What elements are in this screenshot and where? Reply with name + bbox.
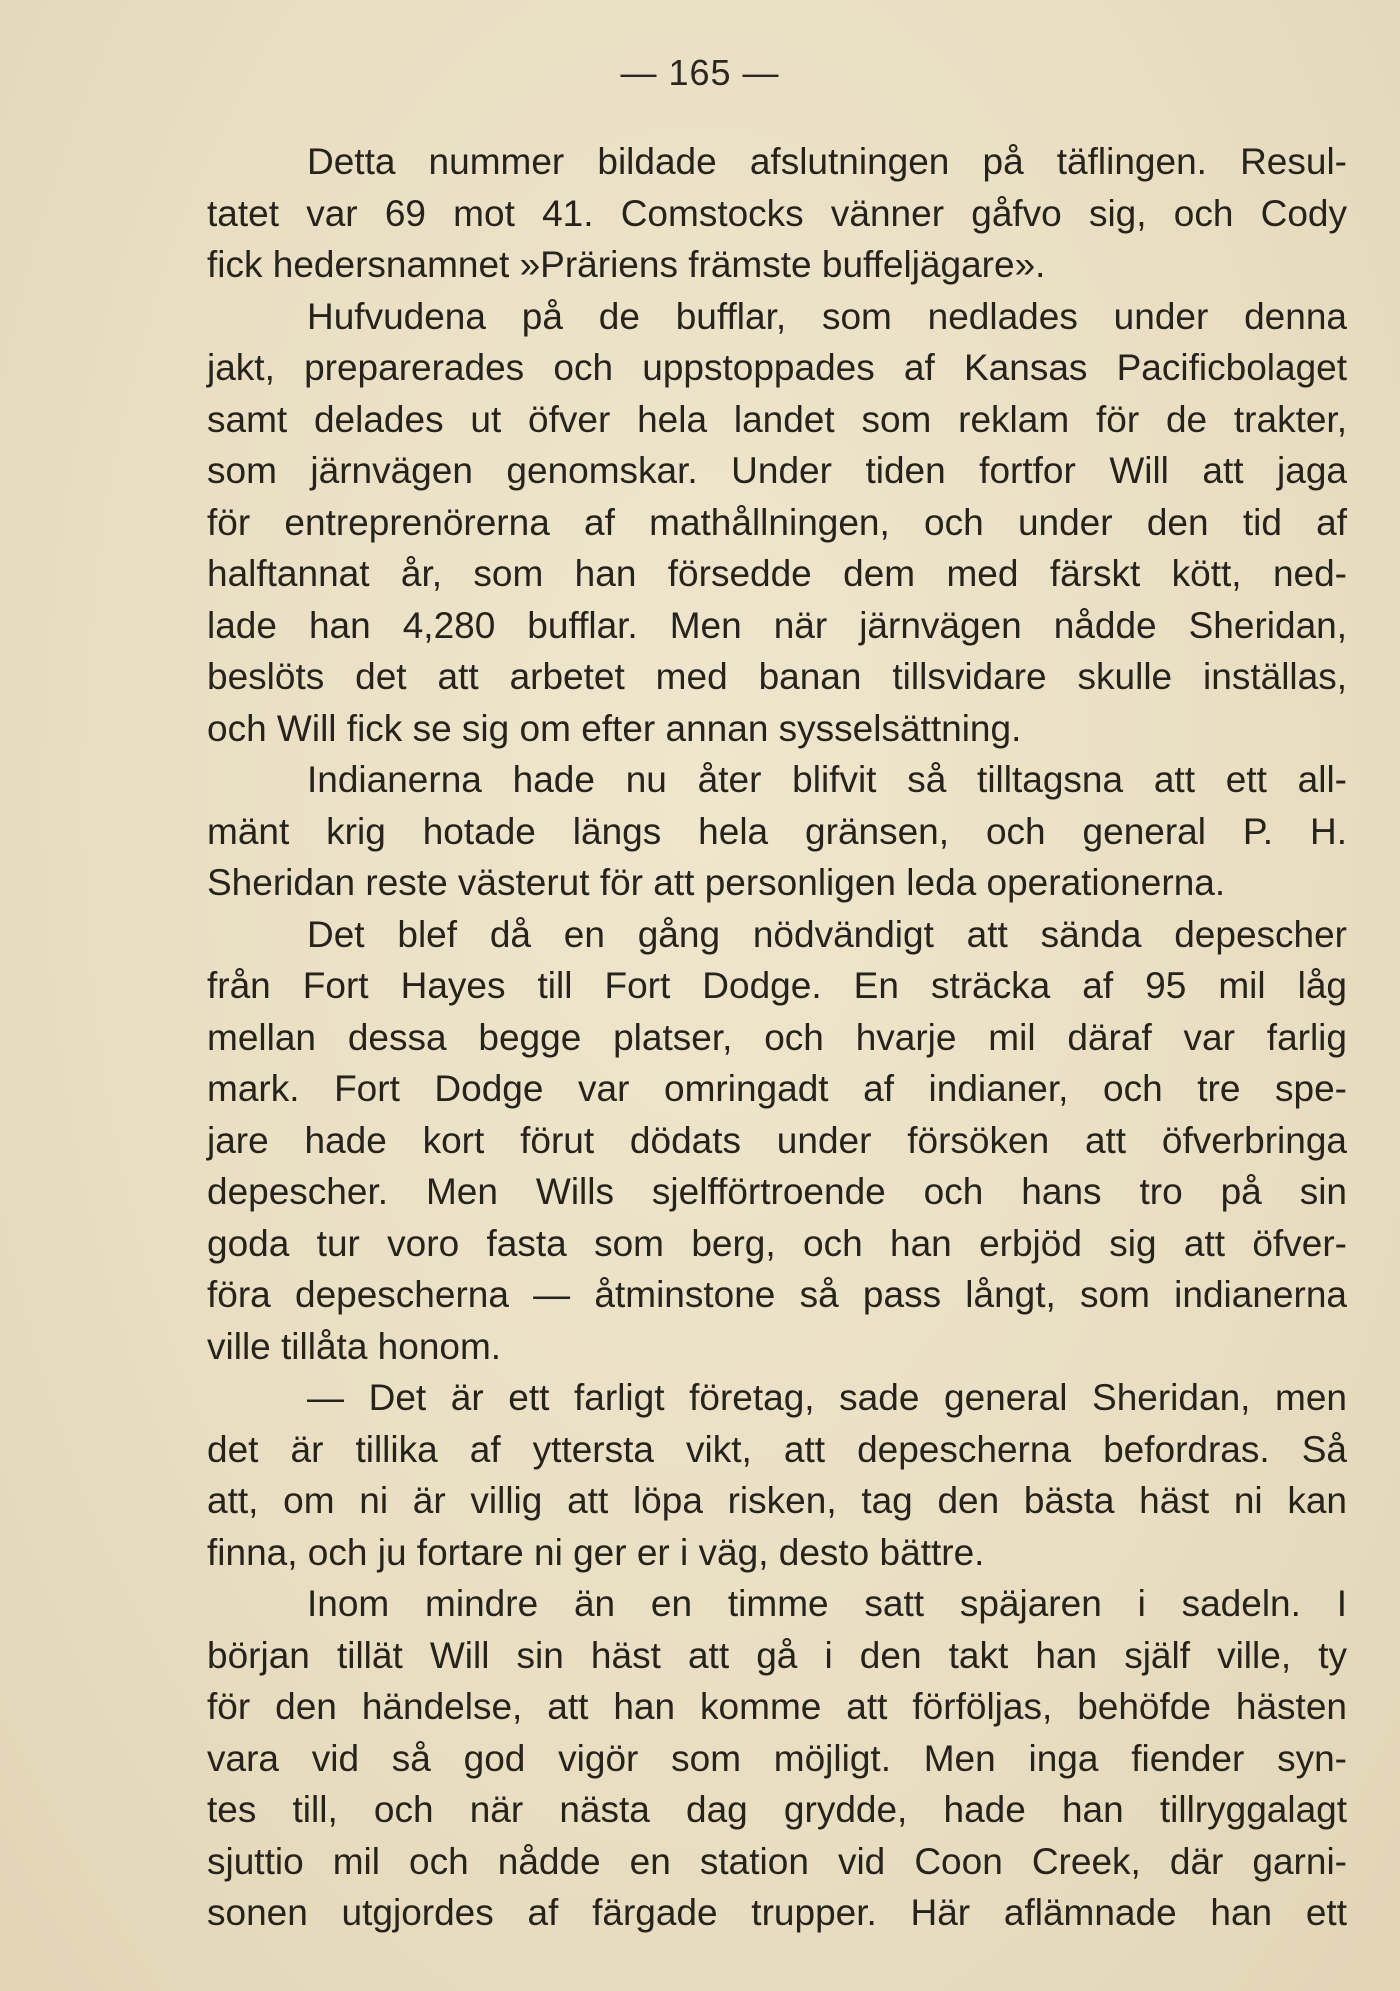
text-line: tes till, och när nästa dag grydde, hade han tillryggalagt [207, 1789, 1347, 1830]
text-line: föra depescherna — åtminstone så pass långt, som indianerna [207, 1274, 1347, 1315]
body-text [207, 136, 1347, 1939]
text-line: och Will fick se sig om efter annan sysselsättning. [207, 707, 1022, 749]
text-line: ville tillåta honom. [207, 1325, 502, 1367]
text-line: sonen utgjordes af färgade trupper. Här aflämnade han ett [207, 1892, 1347, 1933]
text-line: det är tillika af yttersta vikt, att depescherna befordras. Så [207, 1428, 1347, 1470]
paragraph [207, 754, 1347, 909]
text-line: att, om ni är villig att löpa risken, tag den bästa häst ni kan [207, 1480, 1347, 1521]
text-line: halftannat år, som han försedde dem med färskt kött, ned- [207, 553, 1347, 594]
paragraph [207, 136, 1347, 291]
text-line: beslöts det att arbetet med banan tillsvidare skulle inställas, [207, 656, 1347, 697]
text-line: finna, och ju fortare ni ger er i väg, desto bättre. [207, 1531, 985, 1573]
text-line: goda tur voro fasta som berg, och han erbjöd sig att öfver- [207, 1222, 1347, 1264]
text-line: från Fort Hayes till Fort Dodge. En sträcka af 95 mil låg [207, 965, 1347, 1006]
text-line: tatet var 69 mot 41. Comstocks vänner gåfvo sig, och Cody [207, 192, 1347, 234]
paragraph [207, 909, 1347, 1373]
text-line: jare hade kort förut dödats under försöken att öfverbringa [207, 1119, 1347, 1161]
text-line: — Det är ett farligt företag, sade general Sheridan, men [307, 1377, 1347, 1418]
text-line: samt delades ut öfver hela landet som reklam för de trakter, [207, 398, 1347, 440]
text-line: Det blef då en gång nödvändigt att sända depescher [307, 913, 1347, 955]
text-line: sjuttio mil och nådde en station vid Coon Creek, där garni- [207, 1840, 1347, 1882]
paragraph [207, 1578, 1347, 1939]
text-line: depescher. Men Wills sjelfförtroende och hans tro på sin [207, 1171, 1347, 1212]
text-line: mänt krig hotade längs hela gränsen, och general P. H. [207, 810, 1347, 852]
text-line: Hufvudena på de bufflar, som nedlades under denna [307, 295, 1347, 337]
text-line: Sheridan reste västerut för att personligen leda operationerna. [207, 862, 1226, 903]
text-line: Detta nummer bildade afslutningen på täflingen. Resul- [307, 141, 1347, 182]
text-line: för den händelse, att han komme att förföljas, behöfde hästen [207, 1686, 1347, 1727]
text-line: fick hedersnamnet »Präriens främste buffeljägare». [207, 244, 1046, 285]
text-line: jakt, preparerades och uppstoppades af Kansas Pacificbolaget [207, 347, 1347, 388]
text-line: som järnvägen genomskar. Under tiden fortfor Will att jaga [207, 450, 1347, 491]
text-line: början tillät Will sin häst att gå i den takt han själf ville, ty [207, 1634, 1347, 1676]
text-line: mark. Fort Dodge var omringadt af indianer, och tre spe- [207, 1068, 1347, 1109]
text-line: lade han 4,280 bufflar. Men när järnvägen nådde Sheridan, [207, 604, 1347, 646]
paragraph [207, 1372, 1347, 1578]
page-number: — 165 — [620, 52, 780, 93]
text-line: mellan dessa begge platser, och hvarje mil däraf var farlig [207, 1016, 1347, 1058]
text-line: vara vid så god vigör som möjligt. Men inga fiender syn- [207, 1737, 1347, 1779]
text-line: Indianerna hade nu åter blifvit så tilltagsna att ett all- [307, 759, 1347, 800]
text-line: för entreprenörerna af mathållningen, och under den tid af [207, 501, 1347, 543]
paragraph [207, 291, 1347, 755]
text-line: Inom mindre än en timme satt späjaren i sadeln. I [307, 1583, 1347, 1624]
